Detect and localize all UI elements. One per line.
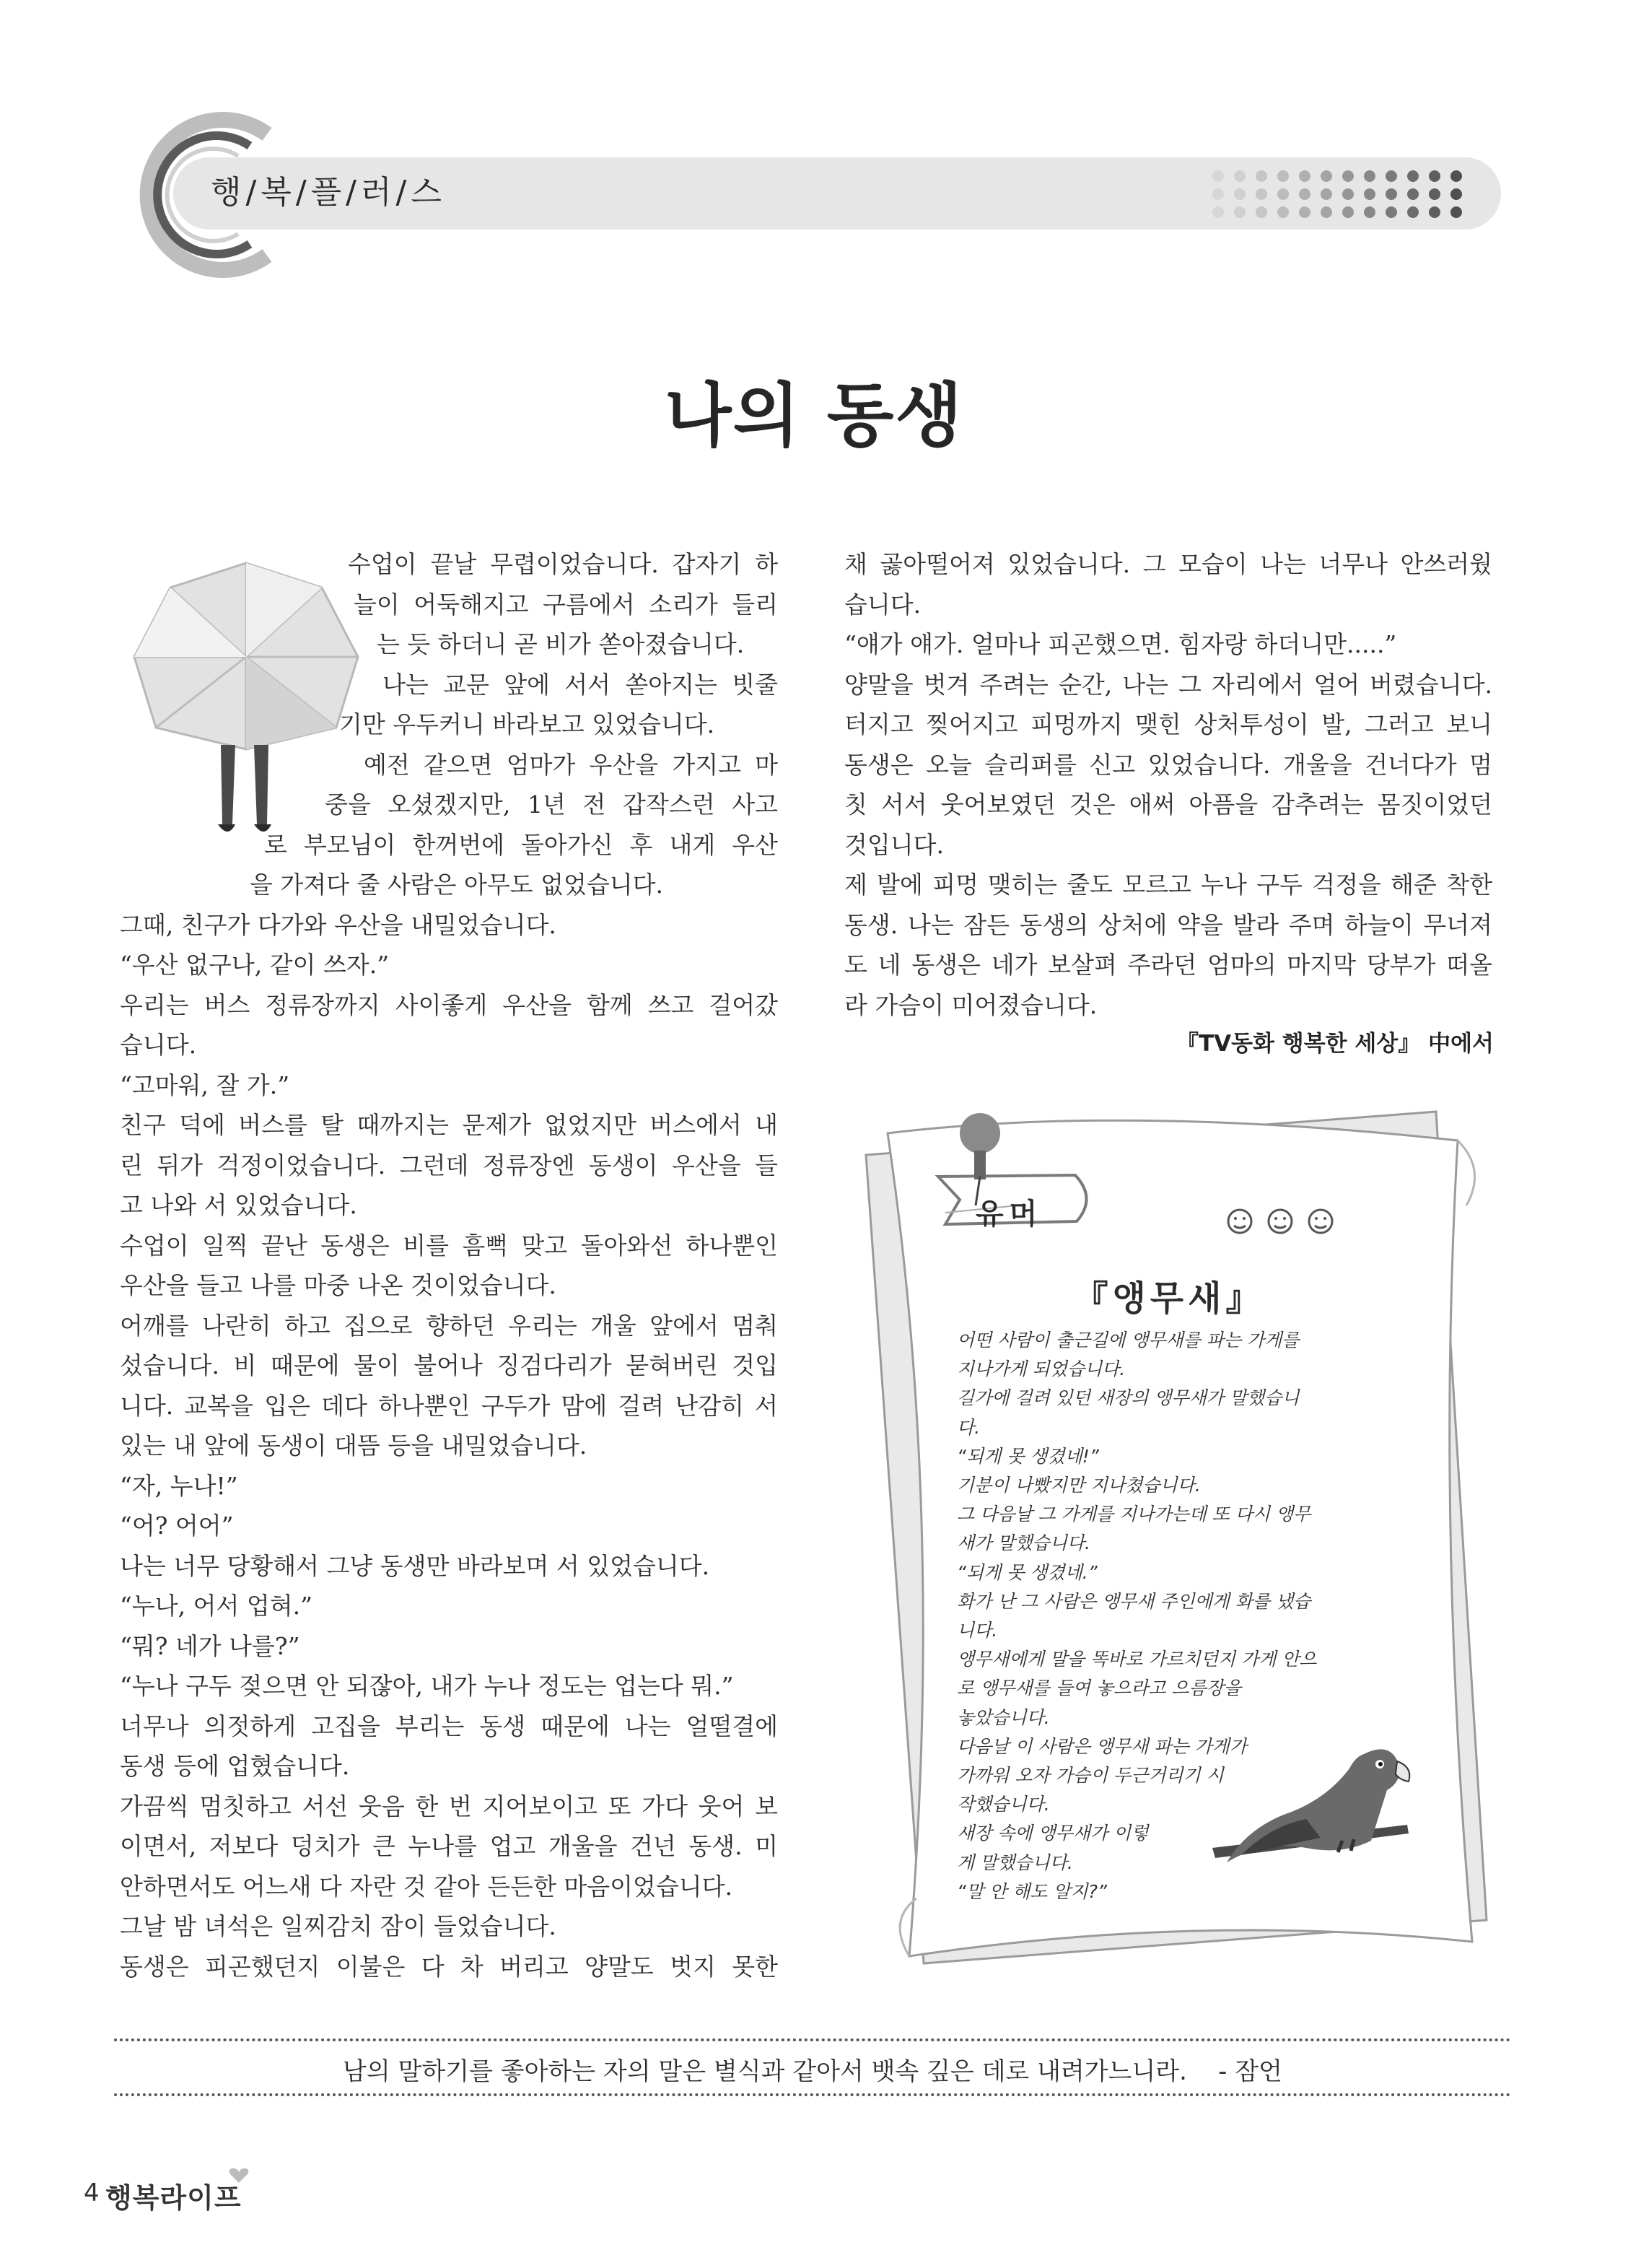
story-paragraph-line: 친구 덕에 버스를 탈 때까지는 문제가 없었지만 버스에서 내 [120, 1111, 778, 1139]
story-paragraph-line: 습니다. [120, 1031, 197, 1059]
story-paragraph-line: 나는 교문 앞에 서서 쏟아지는 빗줄 [382, 670, 778, 699]
story-paragraph-line: 우산을 들고 나를 마중 나온 것이었습니다. [120, 1271, 556, 1299]
story-paragraph-line: 그때, 친구가 다가와 우산을 내밀었습니다. [120, 910, 556, 939]
story-source: 『TV동화 행복한 세상』 中에서 [1176, 1031, 1494, 1057]
story-paragraph-line: 예전 같으면 엄마가 우산을 가지고 마 [364, 750, 778, 779]
magazine-name: 행복라이프 [105, 2182, 242, 2214]
story-paragraph-line: 섰습니다. 비 때문에 물이 불어나 징검다리가 묻혀버린 것입 [120, 1351, 778, 1379]
story-paragraph-line: 라 가슴이 미어졌습니다. [844, 990, 1098, 1019]
story-paragraph-line: “누나, 어서 업혀.” [120, 1592, 312, 1620]
story-paragraph-line: 기만 우두커니 바라보고 있었습니다. [339, 710, 715, 738]
proverb-rule-top [114, 2038, 1511, 2041]
story-paragraph-line: 칫 서서 웃어보였던 것은 애써 아픔을 감추려는 몸짓이었던 [844, 790, 1492, 819]
story-paragraph-line: 린 뒤가 걱정이었습니다. 그런데 정류장엔 동생이 우산을 들 [120, 1151, 778, 1179]
section-label: 행/복/플/러/스 [211, 174, 446, 211]
humor-line: 다. [957, 1416, 981, 1438]
story-paragraph-line: 늘이 어둑해지고 구름에서 소리가 들리 [354, 590, 778, 619]
humor-line: 기분이 나빴지만 지나쳤습니다. [957, 1475, 1201, 1496]
heart-icon [228, 2167, 250, 2184]
story-paragraph-line: 동생은 피곤했던지 이불은 다 차 버리고 양말도 벗지 못한 [120, 1952, 778, 1981]
story-paragraph-line: 수업이 일찍 끝난 동생은 비를 흠뻑 맞고 돌아와선 하나뿐인 [120, 1231, 778, 1260]
humor-line: 작했습니다. [957, 1794, 1050, 1815]
story-paragraph-line: 어깨를 나란히 하고 집으로 향하던 우리는 개울 앞에서 멈춰 [120, 1311, 778, 1340]
proverb-rule-bottom [114, 2093, 1511, 2096]
proverb-text: 남의 말하기를 좋아하는 자의 말은 별식과 같아서 뱃속 깊은 데로 내려가느니라. [343, 2057, 1187, 2086]
humor-line: 길가에 걸려 있던 새장의 앵무새가 말했습니 [957, 1387, 1300, 1409]
humor-line: 새가 말했습니다. [957, 1532, 1090, 1554]
humor-line: 놓았습니다. [957, 1706, 1050, 1728]
story-paragraph-line: 가끔씩 멈칫하고 서선 웃음 한 번 지어보이고 또 가다 웃어 보 [120, 1792, 778, 1820]
parrot-illustration [1183, 1711, 1414, 1891]
story-paragraph-line: “누나 구두 젖으면 안 되잖아, 내가 누나 정도는 업는다 뭐.” [120, 1672, 734, 1700]
story-paragraph-line: 채 곯아떨어져 있었습니다. 그 모습이 나는 너무나 안쓰러웠 [844, 550, 1492, 578]
humor-line: 화가 난 그 사람은 앵무새 주인에게 화를 냈습 [957, 1590, 1311, 1612]
page-number: 4 [84, 2178, 100, 2207]
humor-line: 로 앵무새를 들여 놓으라고 으름장을 [957, 1678, 1242, 1699]
story-paragraph-line: 제 발에 피멍 맺히는 줄도 모르고 누나 구두 걱정을 해준 착한 [844, 871, 1492, 899]
story-paragraph-line: 도 네 동생은 네가 보살펴 주라던 엄마의 마지막 당부가 떠올 [844, 951, 1492, 979]
story-paragraph-line: 중을 오셨겠지만, 1년 전 갑작스런 사고 [325, 790, 778, 819]
humor-line: 지나가게 되었습니다. [957, 1358, 1126, 1380]
humor-line: 새장 속에 앵무새가 이렇 [957, 1823, 1149, 1844]
story-paragraph-line: 너무나 의젓하게 고집을 부리는 동생 때문에 나는 얼떨결에 [120, 1711, 778, 1740]
proverb [114, 2051, 1511, 2087]
story-paragraph-line: 고 나와 서 있었습니다. [120, 1191, 357, 1219]
story-paragraph-line: “얘가 얘가. 얼마나 피곤했으면. 힘자랑 하더니만.....” [844, 630, 1397, 658]
humor-title: 『앵무새』 [1073, 1278, 1265, 1319]
story-paragraph-line: 나는 너무 당황해서 그냥 동생만 바라보며 서 있었습니다. [120, 1551, 710, 1580]
story-paragraph-line: “어? 어어” [120, 1512, 234, 1540]
story-paragraph-line: 이면서, 저보다 덩치가 큰 누나를 업고 개울을 건넌 동생. 미 [120, 1832, 778, 1860]
story-paragraph-line: 는 듯 하더니 곧 비가 쏟아졌습니다. [377, 630, 745, 658]
story-paragraph-line: 터지고 찢어지고 피멍까지 맺힌 상처투성이 발, 그러고 보니 [844, 710, 1492, 738]
humor-line: 가까워 오자 가슴이 두근거리기 시 [957, 1765, 1224, 1786]
humor-line: 게 말했습니다. [957, 1852, 1073, 1873]
smiley-faces-icon [1224, 1207, 1339, 1236]
humor-line: 앵무새에게 말을 똑바로 가르치던지 가게 안으 [957, 1649, 1317, 1670]
article-title: 나의 동생 [664, 375, 964, 456]
story-paragraph-line: 수업이 끝날 무렵이었습니다. 갑자기 하 [348, 550, 778, 578]
humor-line: 니다. [957, 1620, 998, 1641]
dot-grid-ornament [1209, 167, 1469, 221]
story-paragraph-line: 그날 밤 녀석은 일찌감치 잠이 들었습니다. [120, 1912, 556, 1940]
story-paragraph-line: 양말을 벗겨 주려는 순간, 나는 그 자리에서 얼어 버렸습니다. [844, 670, 1492, 699]
story-paragraph-line: 을 가져다 줄 사람은 아무도 없었습니다. [250, 871, 663, 899]
story-paragraph-line: “뭐? 네가 나를?” [120, 1631, 300, 1660]
humor-line: “되게 못 생겼네.” [957, 1561, 1098, 1583]
story-paragraph-line: 안하면서도 어느새 다 자란 것 같아 든든한 마음이었습니다. [120, 1872, 732, 1901]
humor-line: 다음날 이 사람은 앵무새 파는 가게가 [957, 1735, 1247, 1757]
story-paragraph-line: 것입니다. [844, 830, 945, 859]
story-paragraph-line: 있는 내 앞에 동생이 대뜸 등을 내밀었습니다. [120, 1431, 587, 1460]
story-paragraph-line: “우산 없구나, 같이 쓰자.” [120, 951, 390, 979]
proverb-attribution: - 잠언 [1218, 2057, 1282, 2086]
humor-badge: 유머 [976, 1198, 1043, 1231]
story-paragraph-line: 니다. 교복을 입은 데다 하나뿐인 구두가 맘에 걸려 난감히 서 [120, 1391, 778, 1420]
humor-line: 어떤 사람이 출근길에 앵무새를 파는 가게를 [957, 1330, 1300, 1351]
humor-line: “되게 못 생겼네!” [957, 1445, 1099, 1467]
story-paragraph-line: 습니다. [844, 590, 922, 619]
humor-line: 그 다음날 그 가게를 지나가는데 또 다시 앵무 [957, 1504, 1311, 1525]
story-paragraph-line: 우리는 버스 정류장까지 사이좋게 우산을 함께 쓰고 걸어갔 [120, 990, 778, 1019]
story-paragraph-line: “고마워, 잘 가.” [120, 1070, 290, 1099]
story-paragraph-line: 로 부모님이 한꺼번에 돌아가신 후 내게 우산 [264, 830, 778, 859]
story-paragraph-line: 동생은 오늘 슬리퍼를 신고 있었습니다. 개울을 건너다가 멈 [844, 750, 1492, 779]
story-paragraph-line: 동생 등에 업혔습니다. [120, 1752, 350, 1780]
story-paragraph-line: 동생. 나는 잠든 동생의 상처에 약을 발라 주며 하늘이 무너져 [844, 910, 1492, 939]
story-paragraph-line: “자, 누나!” [120, 1471, 238, 1500]
humor-line: “말 안 해도 알지?” [957, 1880, 1107, 1902]
